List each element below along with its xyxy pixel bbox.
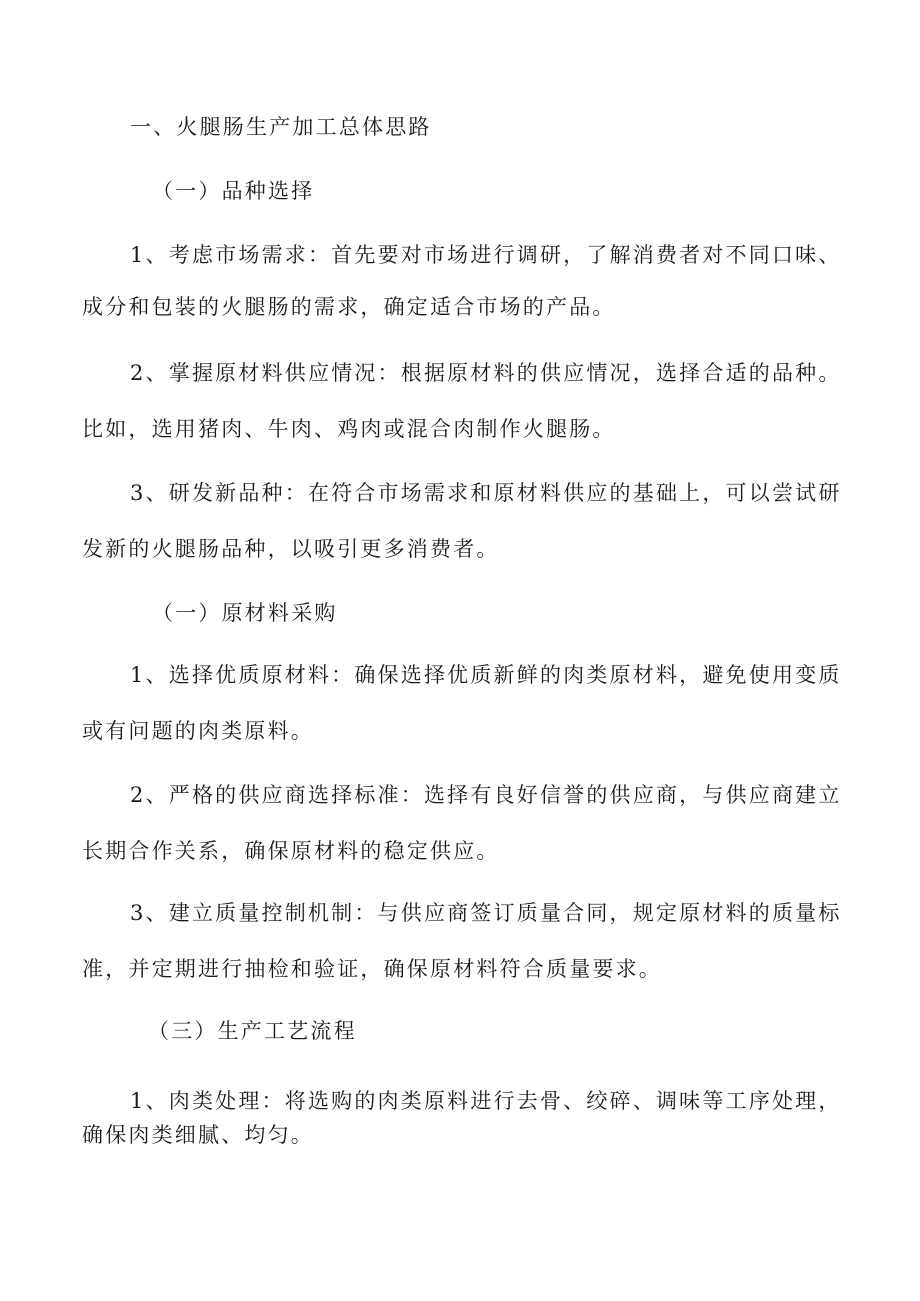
paragraph-line: 成分和包装的火腿肠的需求，确定适合市场的产品。 <box>82 295 616 319</box>
paragraph-line: 比如，选用猪肉、牛肉、鸡肉或混合肉制作火腿肠。 <box>82 417 616 441</box>
paragraph-line: 3、建立质量控制机制：与供应商签订质量合同，规定原材料的质量标 <box>130 901 842 925</box>
paragraph-line: 1、考虑市场需求：首先要对市场进行调研，了解消费者对不同口味、 <box>130 243 842 267</box>
section-title: （一）原材料采购 <box>152 601 338 625</box>
paragraph-line: 确保肉类细腻、均匀。 <box>82 1123 314 1147</box>
section-title: （一）品种选择 <box>152 179 315 203</box>
paragraph-line: 1、肉类处理：将选购的肉类原料进行去骨、绞碎、调味等工序处理， <box>130 1089 842 1113</box>
paragraph-line: 2、严格的供应商选择标准：选择有良好信誉的供应商，与供应商建立 <box>130 783 842 807</box>
main-heading: 一、火腿肠生产加工总体思路 <box>130 115 432 139</box>
paragraph-line: 或有问题的肉类原料。 <box>82 719 314 743</box>
paragraph-line: 2、掌握原材料供应情况：根据原材料的供应情况，选择合适的品种。 <box>130 361 842 385</box>
paragraph-line: 1、选择优质原材料：确保选择优质新鲜的肉类原材料，避免使用变质 <box>130 663 842 687</box>
paragraph-line: 发新的火腿肠品种，以吸引更多消费者。 <box>82 537 500 561</box>
section-title: （三）生产工艺流程 <box>148 1019 357 1043</box>
paragraph-line: 长期合作关系，确保原材料的稳定供应。 <box>82 839 500 863</box>
paragraph-line: 3、研发新品种：在符合市场需求和原材料供应的基础上，可以尝试研 <box>130 481 842 505</box>
paragraph-line: 准，并定期进行抽检和验证，确保原材料符合质量要求。 <box>82 957 662 981</box>
